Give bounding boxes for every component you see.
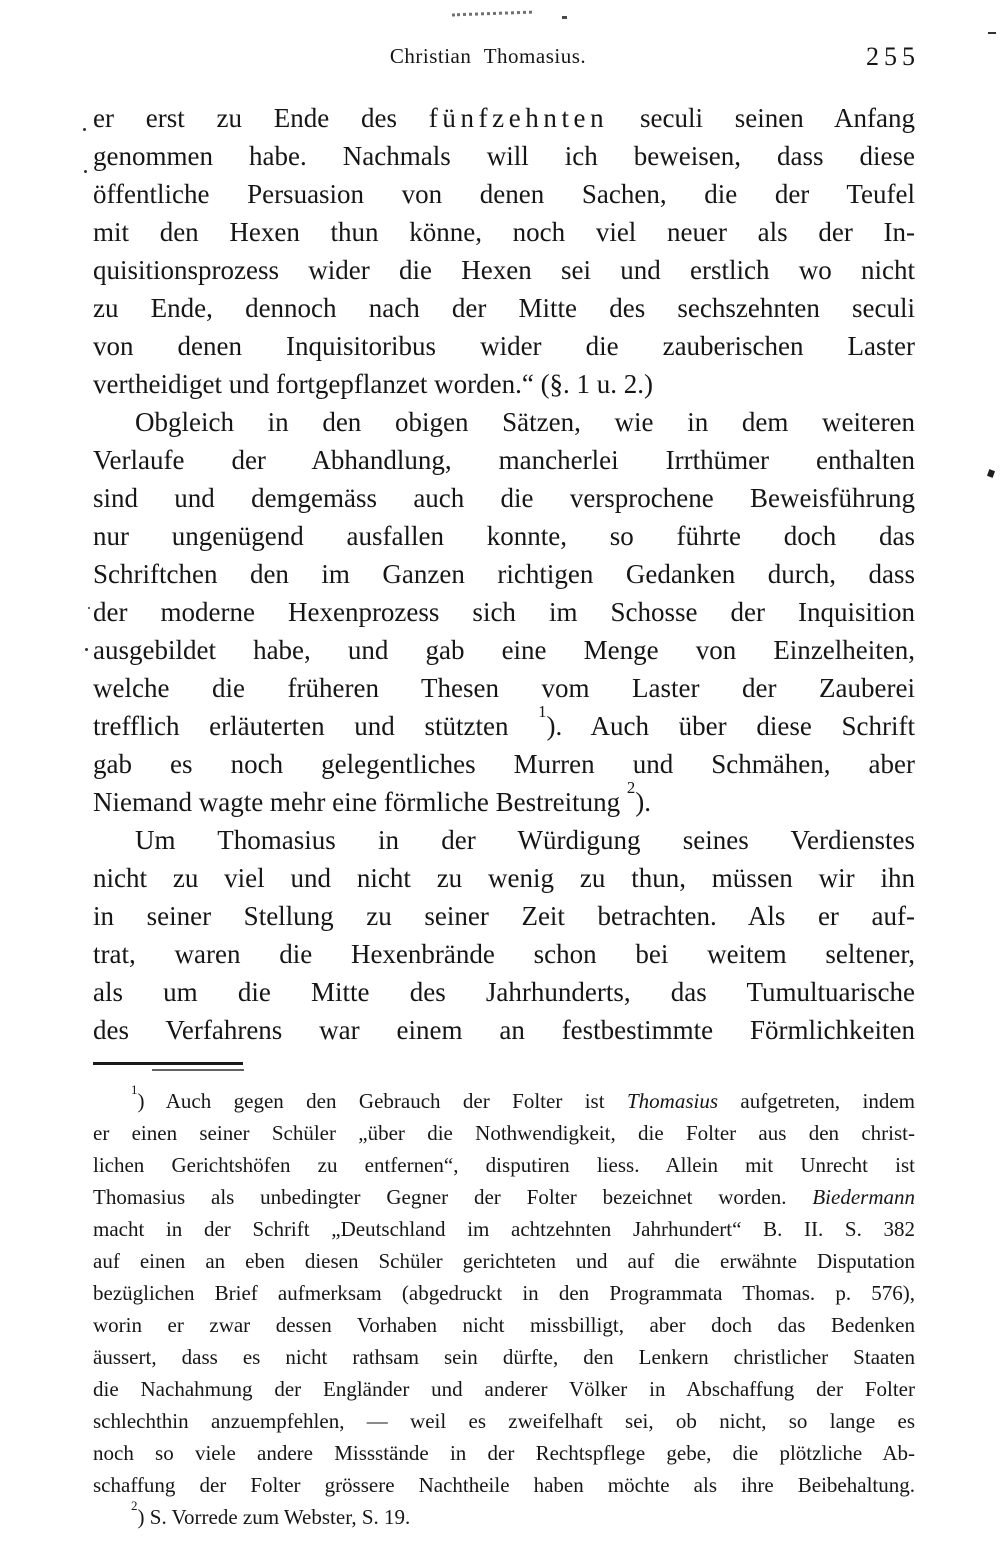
text-line: vertheidiget und fortgepflanzet worden.“ (§. 1 u. 2.) [93, 369, 654, 399]
footnote-2-marker: 2 [131, 1498, 138, 1514]
text-segment: Niemand wagte mehr eine förmliche Bestreitung [93, 787, 627, 817]
text-line: Obgleich in den obigen Sätzen, wie in dem weiteren [135, 407, 915, 437]
text-line: welche die früheren Thesen vom Laster der Zauberei [93, 673, 915, 703]
text-line: Schriftchen den im Ganzen richtigen Gedanken durch, dass [93, 559, 915, 589]
footnote-line: bezüglichen Brief aufmerksam (abgedruckt in den Programmata Thomas. p. 576), [93, 1281, 915, 1305]
footnote-rule [93, 1062, 243, 1065]
italic-name: Biedermann [812, 1185, 915, 1209]
text-segment: er erst zu Ende des [93, 103, 429, 133]
footnote-line: lichen Gerichtshöfen zu entfernen“, disputiren liess. Allein mit Unrecht ist [93, 1153, 915, 1177]
text-line: der moderne Hexenprozess sich im Schosse der Inquisition [93, 597, 915, 627]
scan-artifact-dash [988, 32, 996, 34]
footnote-line: worin er zwar dessen Vorhaben nicht missbilligt, aber doch das Bedenken [93, 1313, 915, 1337]
text-line: gab es noch gelegentliches Murren und Schmähen, aber [93, 749, 915, 779]
text-line: Um Thomasius in der Würdigung seines Verdienstes [135, 825, 915, 855]
page-number: 255 [866, 42, 920, 71]
footnote-line: macht in der Schrift „Deutschland im achtzehnten Jahrhundert“ B. II. S. 382 [93, 1217, 915, 1241]
scan-speck [83, 128, 86, 131]
scan-artifact-smudge [452, 11, 532, 17]
footnote-rule-echo [152, 1069, 244, 1071]
text-line: ausgebildet habe, und gab eine Menge von Einzelheiten, [93, 635, 915, 665]
scan-speck [88, 607, 90, 609]
text-segment: ) S. Vorrede zum Webster, S. 19. [137, 1505, 411, 1529]
text-line: zu Ende, dennoch nach der Mitte des sechszehnten seculi [93, 293, 915, 323]
text-line: des Verfahrens war einem an festbestimmte Förmlichkeiten [93, 1015, 915, 1045]
footnote-line: äussert, dass es nicht rathsam sein dürfte, den Lenkern christlicher Staaten [93, 1345, 915, 1369]
footnote-line: auf einen an eben diesen Schüler gerichteten und auf die erwähnte Disputation [93, 1249, 915, 1273]
footnote-line: die Nachahmung der Engländer und anderer Völker in Abschaffung der Folter [93, 1377, 915, 1401]
scan-artifact-edge-mark [987, 469, 995, 478]
scan-speck [84, 170, 87, 173]
running-title: Christian Thomasius. [389, 44, 587, 68]
footnote-marker-1: 1 [538, 702, 547, 722]
text-line [93, 99, 915, 137]
footnote-line [93, 1181, 915, 1213]
body-text [93, 99, 915, 1049]
text-line: nicht zu viel und nicht zu wenig zu thun, müssen wir ihn [93, 863, 915, 893]
footnote-1-marker: 1 [131, 1082, 138, 1098]
text-line: genommen habe. Nachmals will ich beweisen, dass diese [93, 141, 915, 171]
text-segment: ). [635, 787, 651, 817]
scan-speck [85, 648, 88, 651]
footnote-line: noch so viele andere Missstände in der Rechtspflege gebe, die plötzliche Ab- [93, 1441, 915, 1465]
text-segment: trefflich erläuterten und stützten [93, 711, 539, 741]
text-segment: Thomasius als unbedingter Gegner der Folter bezeichnet worden. [93, 1185, 813, 1209]
footnote-line: schlechthin anzuempfehlen, — weil es zweifelhaft sei, ob nicht, so lange es [93, 1409, 915, 1433]
text-line [93, 778, 915, 821]
footnote-line: schaffung der Folter grössere Nachtheile haben möchte als ihre Beibehaltung. [93, 1473, 915, 1497]
text-line: Verlaufe der Abhandlung, mancherlei Irrthümer enthalten [93, 445, 915, 475]
text-line: sind und demgemäss auch die versprochene Beweisführung [93, 483, 915, 513]
text-line: in seiner Stellung zu seiner Zeit betrachten. Als er auf- [93, 901, 915, 931]
text-line: als um die Mitte des Jahrhunderts, das Tumultuarische [93, 977, 915, 1007]
text-line: mit den Hexen thun könne, noch viel neuer als der In- [93, 217, 915, 247]
text-segment: aufgetreten, indem [718, 1089, 915, 1113]
footnote-line [93, 1082, 915, 1117]
footnote-line: er einen seiner Schüler „über die Nothwendigkeit, die Folter aus den christ- [93, 1121, 915, 1145]
text-line [93, 702, 915, 745]
text-line: quisitionsprozess wider die Hexen sei und erstlich wo nicht [93, 255, 915, 285]
letterspaced-word: fünfzehnten [428, 103, 609, 133]
footnote-line [93, 1498, 915, 1533]
text-segment: ) Auch gegen den Gebrauch der Folter ist [137, 1089, 627, 1113]
text-line: trat, waren die Hexenbrände schon bei weitem seltener, [93, 939, 915, 969]
text-segment: ). Auch über diese Schrift [546, 711, 915, 741]
footnote-marker-2: 2 [626, 778, 636, 798]
scan-artifact-fleck [562, 16, 567, 19]
text-line: von denen Inquisitoribus wider die zauberischen Laster [93, 331, 915, 361]
text-line: nur ungenügend ausfallen konnte, so führte doch das [93, 521, 915, 551]
text-line: öffentliche Persuasion von denen Sachen, die der Teufel [93, 179, 915, 209]
italic-name: Thomasius [626, 1089, 718, 1113]
text-segment: seculi seinen Anfang [608, 103, 915, 133]
footnotes [93, 1082, 915, 1533]
